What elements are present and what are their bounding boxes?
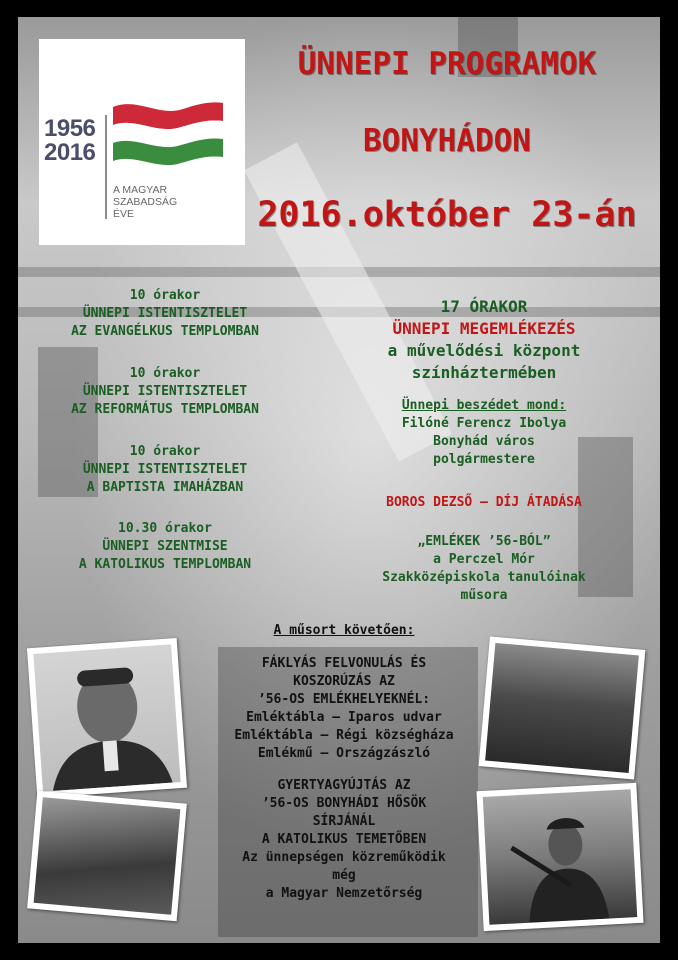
logo-year-1956: 1956 <box>44 115 96 142</box>
memorial-place: Emléktábla — Iparos udvar <box>246 710 442 725</box>
contributor-line: Az ünnepségen közreműködik <box>242 850 446 865</box>
program-event: ÜNNEPI ISTENTISZTELET <box>82 384 248 399</box>
street-fighters-photo <box>27 791 187 922</box>
program-item-baptist <box>38 443 292 497</box>
poster <box>18 17 660 943</box>
show-line: a Perczel Mór <box>433 552 535 567</box>
memorial-place: Emléktábla — Régi községháza <box>234 728 454 743</box>
speech-label: Ünnepi beszédet mond: <box>401 398 567 413</box>
after-heading: A műsort követően: <box>273 623 415 638</box>
program-place: AZ EVANGÉLKUS TEMPLOMBAN <box>71 324 259 339</box>
commemoration-title: ÜNNEPI MEGEMLÉKEZÉS <box>392 319 576 338</box>
anniversary-logo <box>39 39 245 245</box>
title-line-programs: ÜNNEPI PROGRAMOK <box>297 46 597 82</box>
fighter-figure-icon <box>483 789 637 925</box>
candle-line: ’56-OS BONYHÁDI HŐSÖK <box>261 796 427 811</box>
logo-caption <box>113 184 177 220</box>
show-title: „EMLÉKEK ’56-BÓL” <box>417 534 551 549</box>
logo-year-2016: 2016 <box>44 139 96 166</box>
candle-line: SÍRJÁNÁL <box>312 814 376 829</box>
program-time: 10.30 órakor <box>118 521 212 536</box>
show-line: műsora <box>460 588 508 603</box>
speaker-title: Bonyhád város <box>433 434 535 449</box>
speaker-name: Filóné Ferencz Ibolya <box>401 416 567 431</box>
hungarian-flag-icon <box>113 97 223 179</box>
logo-years <box>44 117 95 165</box>
program-item-catholic <box>38 520 292 574</box>
contributor-line: még <box>332 868 356 883</box>
program-place: A BAPTISTA IMAHÁZBAN <box>86 480 244 495</box>
program-time: 10 órakor <box>129 366 201 381</box>
program-item-evangelical <box>38 287 292 341</box>
award-text: BOROS DEZSŐ — DÍJ ÁTADÁSA <box>386 495 582 510</box>
memorial-place: Emlékmű — Országzászló <box>257 746 431 761</box>
school-show <box>324 533 644 605</box>
candle-line: A KATOLIKUS TEMETŐBEN <box>261 832 427 847</box>
logo-caption-line: ÉVE <box>113 208 135 220</box>
logo-divider <box>105 115 107 219</box>
commemoration-time: 17 ÓRAKOR <box>440 297 528 316</box>
program-event: ÜNNEPI ISTENTISZTELET <box>82 462 248 477</box>
program-time: 10 órakor <box>129 288 201 303</box>
commemoration-venue: színháztermében <box>411 363 557 382</box>
march-line: FÁKLYÁS FELVONULÁS ÉS <box>261 656 427 671</box>
program-place: A KATOLIKUS TEMPLOMBAN <box>78 557 252 572</box>
title-line-date: 2016.október 23-án <box>257 195 637 235</box>
candle-line: GYERTYAGYÚJTÁS AZ <box>277 778 411 793</box>
after-program <box>184 622 504 903</box>
portrait-figure-icon <box>33 644 180 791</box>
program-item-reformed <box>38 365 292 419</box>
award-line <box>324 494 644 512</box>
main-commemoration <box>324 296 644 384</box>
program-time: 10 órakor <box>129 444 201 459</box>
logo-caption-line: A MAGYAR <box>113 184 168 196</box>
young-fighter-photo <box>476 783 643 931</box>
title-line-town: BONYHÁDON <box>363 123 531 159</box>
contributor-line: a Magyar Nemzetőrség <box>265 886 423 901</box>
speaker-title: polgármestere <box>433 452 535 467</box>
march-line: ’56-OS EMLÉKHELYEKNÉL: <box>257 692 431 707</box>
logo-caption-line: SZABADSÁG <box>113 196 178 208</box>
portrait-photo <box>27 638 187 798</box>
commemoration-venue: a művelődési központ <box>387 341 581 360</box>
show-line: Szakközépiskola tanulóinak <box>382 570 586 585</box>
program-event: ÜNNEPI SZENTMISE <box>102 539 228 554</box>
program-place: AZ REFORMÁTUS TEMPLOMBAN <box>71 402 259 417</box>
march-line: KOSZORÚZÁS AZ <box>293 674 395 689</box>
program-event: ÜNNEPI ISTENTISZTELET <box>82 306 248 321</box>
crowd-photo <box>479 636 646 779</box>
speaker-block <box>324 397 644 469</box>
